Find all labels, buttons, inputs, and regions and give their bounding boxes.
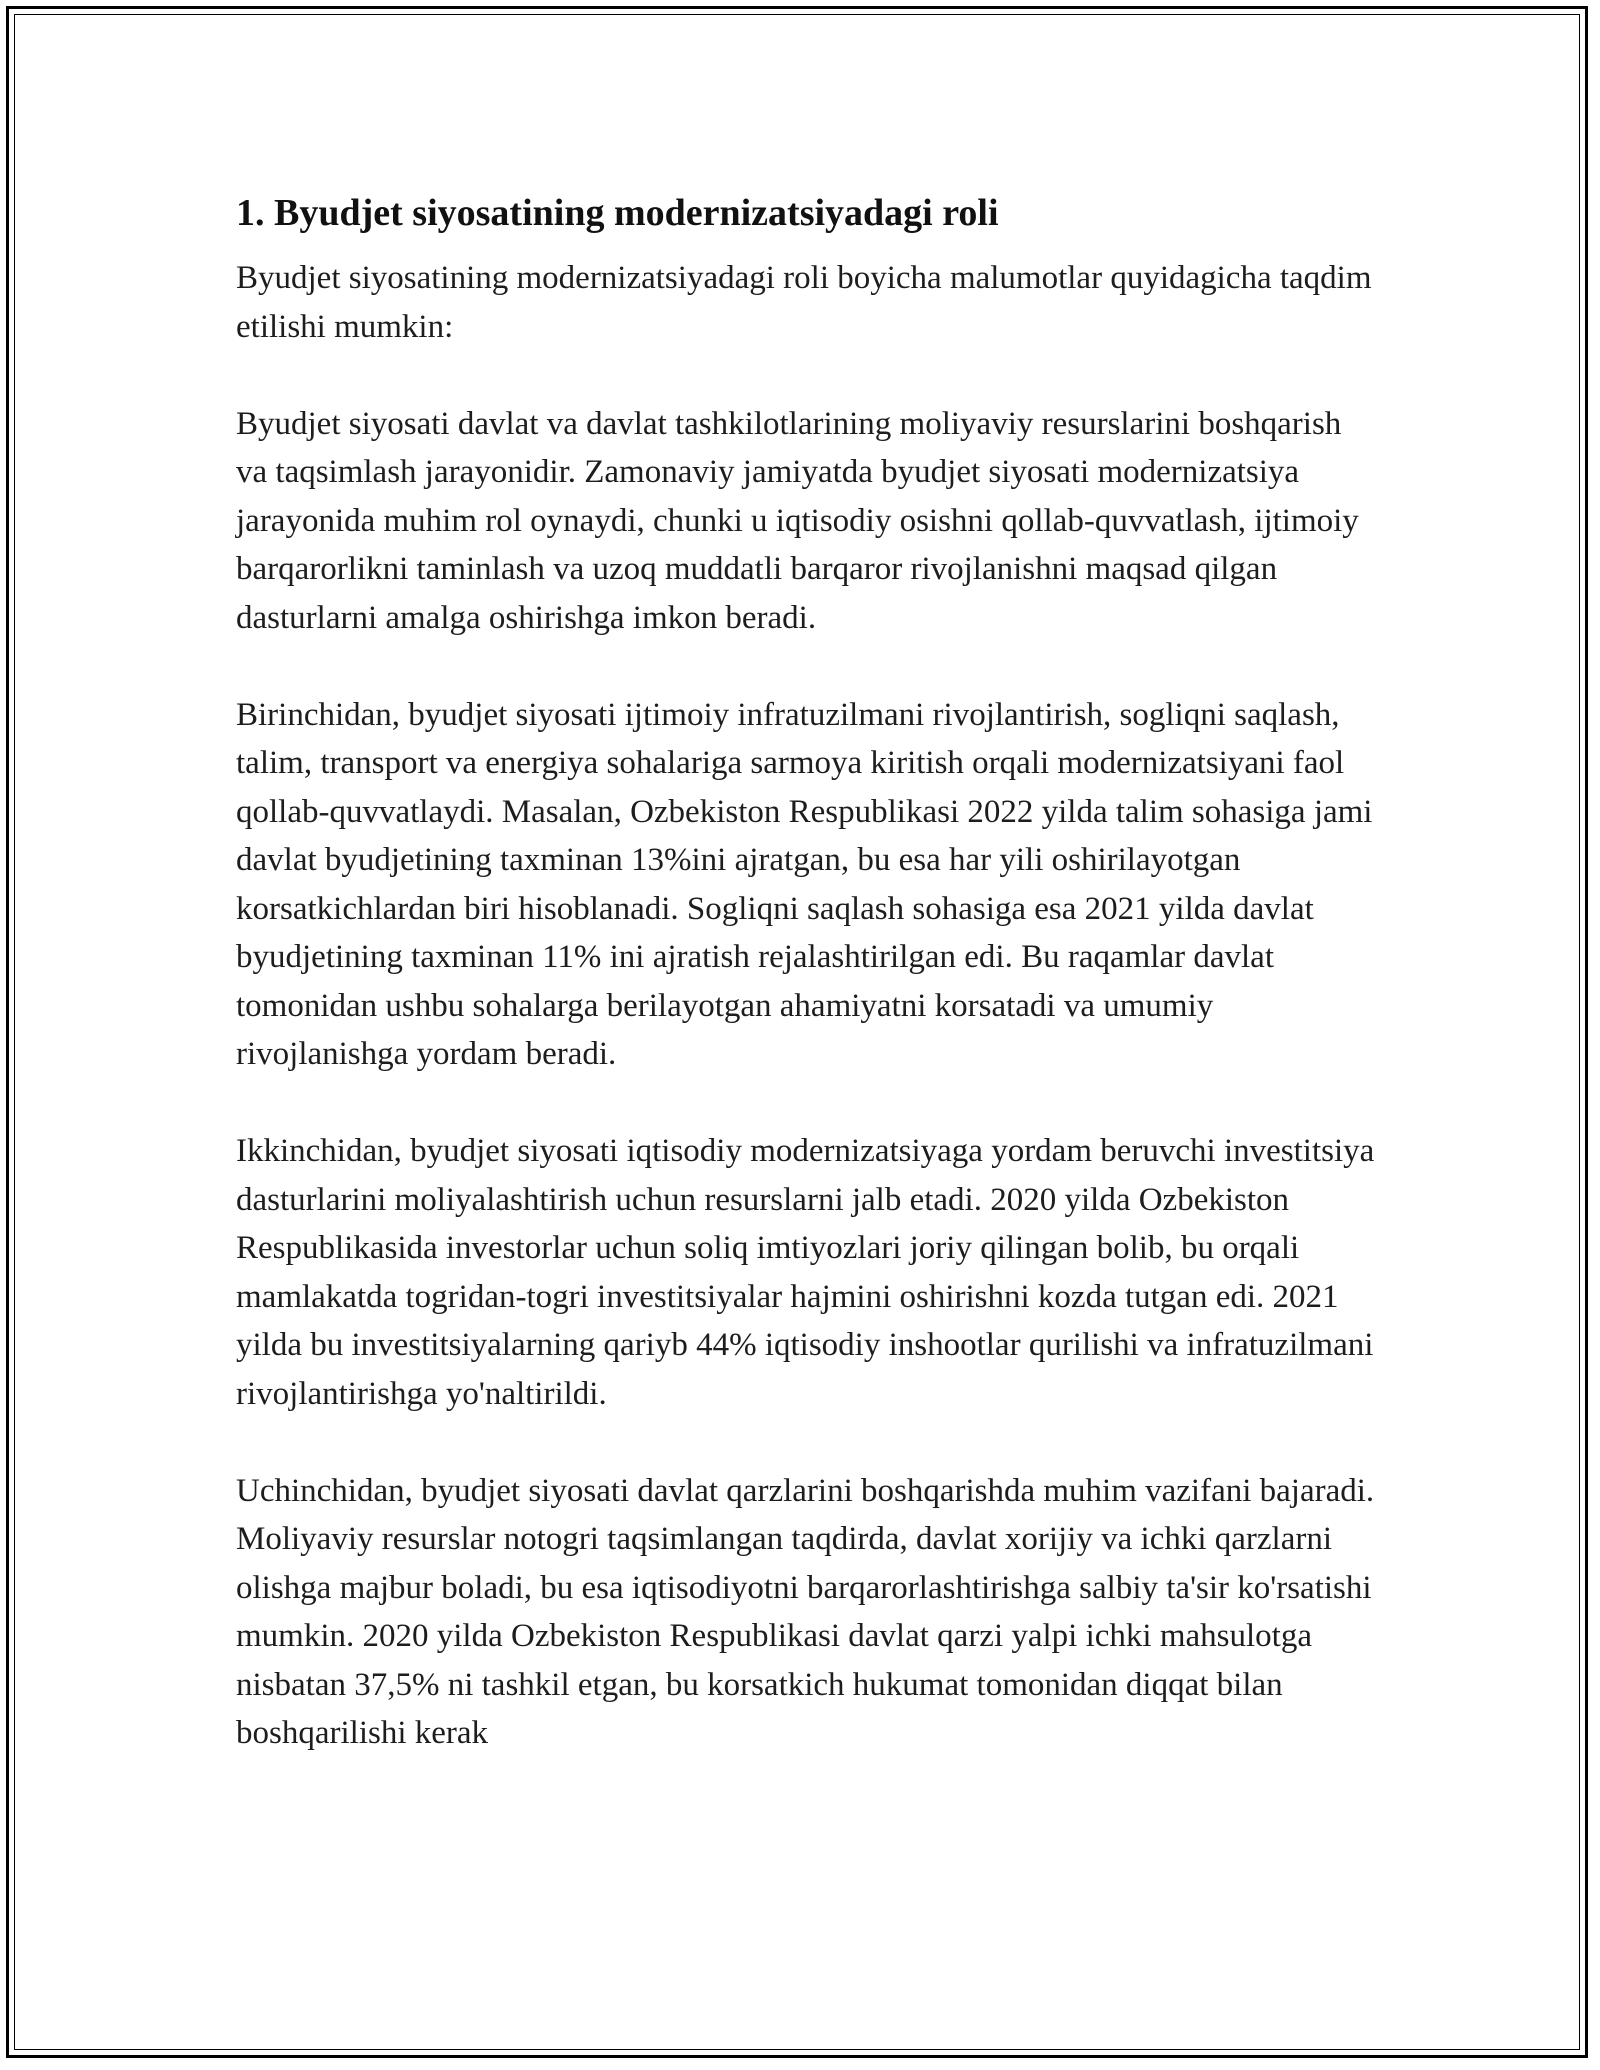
- intro-paragraph: Byudjet siyosatining modernizatsiyadagi roli boyicha malumotlar quyidagicha taqdim etilishi mumkin:: [236, 260, 1372, 345]
- third-point-paragraph: Uchinchidan, byudjet siyosati davlat qarzlarini boshqarishda muhim vazifani bajaradi. Moliyaviy resurslar notogri taqsimlangan taqdirda, davlat xorijiy va ichki qarzlarni olishga majbur boladi, bu esa iqtisodiyotni barqarorlashtirishga salbiy ta'sir ko'rsatishi mumkin. 2020 yilda Ozbekiston Respublikasi davlat qarzi yalpi ichki mahsulotga nisbatan 37,5% ni tashkil etgan, bu korsatkich hukumat tomonidan diqqat bilan boshqarilishi kerak: [236, 1472, 1375, 1751]
- first-point-paragraph: Birinchidan, byudjet siyosati ijtimoiy infratuzilmani rivojlantirish, sogliqni saqlash, talim, transport va energiya sohalariga sarmoya kiritish orqali modernizatsiyani faol qollab-quvvatlaydi. Masalan, Ozbekiston Respublikasi 2022 yilda talim sohasiga jami davlat byudjetining taxminan 13%ini ajratgan, bu esa har yili oshirilayotgan korsatkichlardan biri hisoblanadi. Sogliqni saqlash sohasiga esa 2021 yilda davlat byudjetining taxminan 11% ini ajratish rejalashtirilgan edi. Bu raqamlar davlat tomonidan ushbu sohalarga berilayotgan ahamiyatni korsatadi va umumiy rivojlanishga yordam beradi.: [236, 696, 1373, 1072]
- second-point-paragraph: Ikkinchidan, byudjet siyosati iqtisodiy modernizatsiyaga yordam beruvchi investitsiya dasturlarini moliyalashtirish uchun resurslarni jalb etadi. 2020 yilda Ozbekiston Respublikasida investorlar uchun soliq imtiyozlari joriy qilingan bolib, bu orqali mamlakatda togridan-togri investitsiyalar hajmini oshirishni kozda tutgan edi. 2021 yilda bu investitsiyalarning qariyb 44% iqtisodiy inshootlar qurilishi va infratuzilmani rivojlantirishga yo'naltirildi.: [236, 1133, 1375, 1412]
- definition-paragraph: Byudjet siyosati davlat va davlat tashkilotlarining moliyaviy resurslarini boshqarish va taqsimlash jarayonidir. Zamonaviy jamiyatda byudjet siyosati modernizatsiya jarayonida muhim rol oynaydi, chunki u iqtisodiy osishni qollab-quvvatlash, ijtimoiy barqarorlikni taminlash va uzoq muddatli barqaror rivojlanishni maqsad qilgan dasturlarni amalga oshirishga imkon beradi.: [236, 405, 1359, 636]
- document-body: [236, 186, 1376, 1806]
- section-heading: 1. Byudjet siyosatining modernizatsiyadagi roli: [236, 192, 999, 234]
